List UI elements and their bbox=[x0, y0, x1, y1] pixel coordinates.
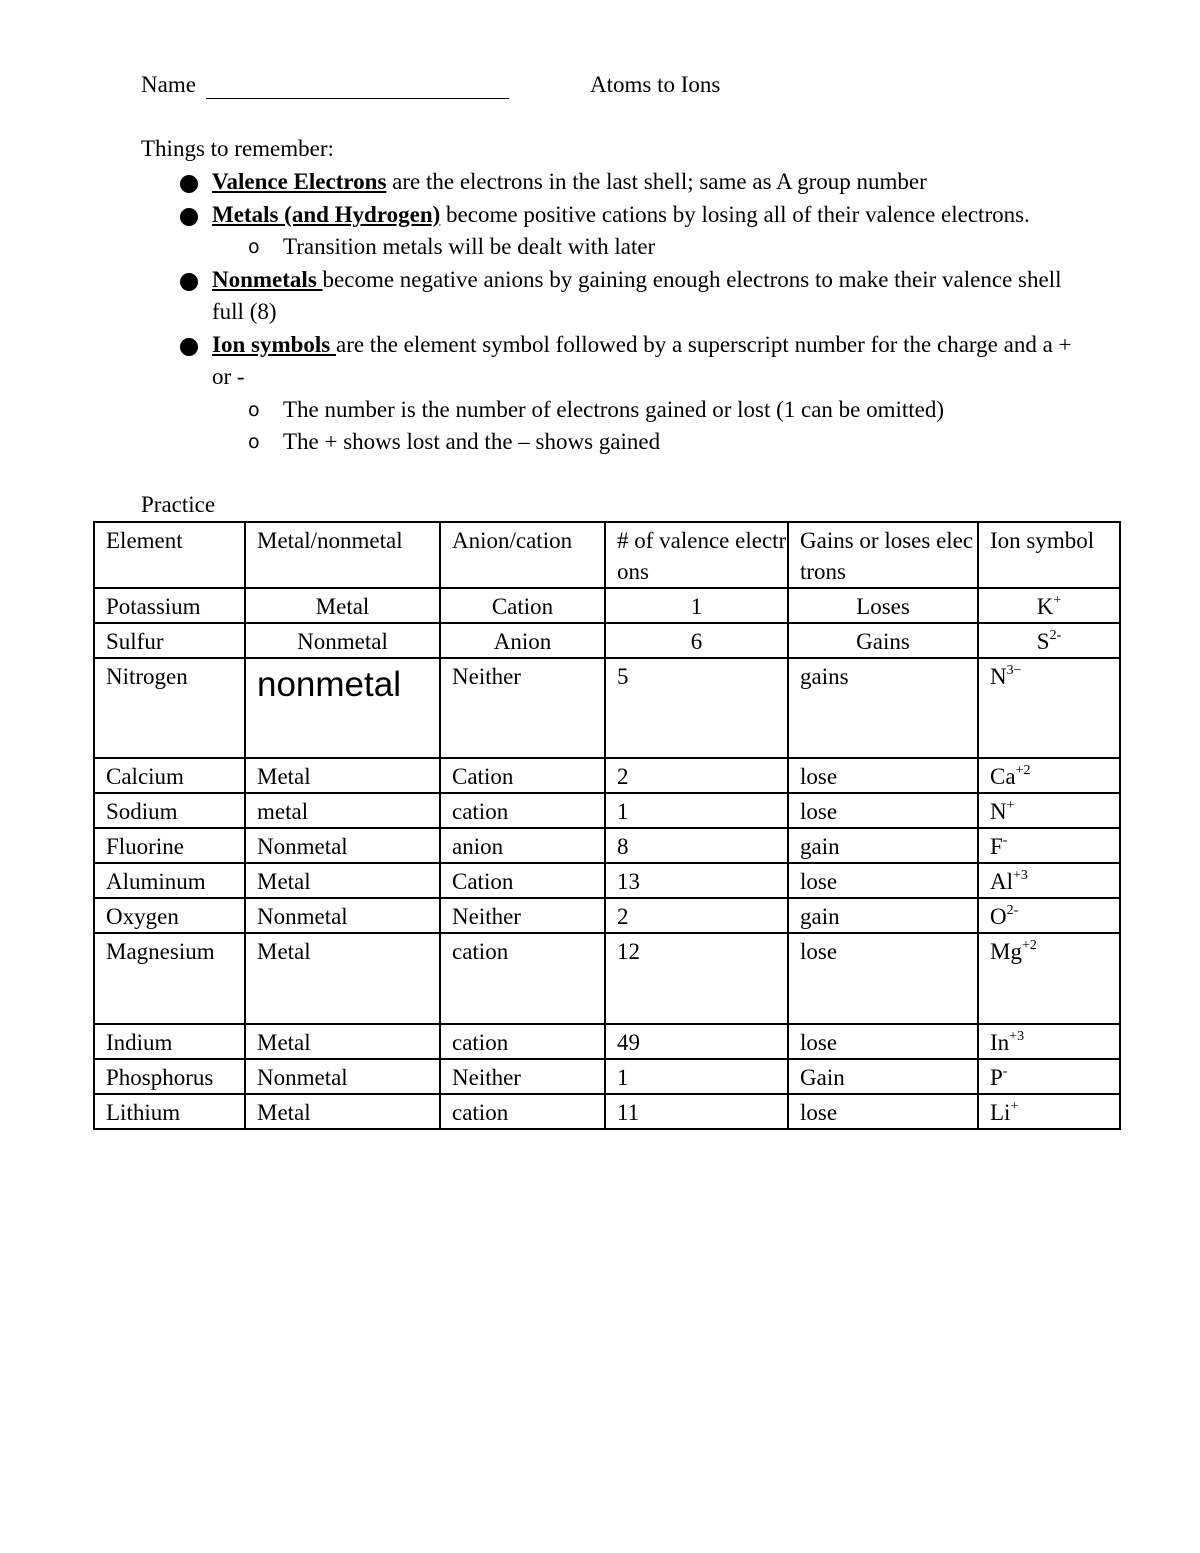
valence-cell[interactable]: 8 bbox=[605, 828, 788, 863]
ion-symbol: Ca bbox=[990, 764, 1016, 789]
gain-lose-cell[interactable]: Loses bbox=[788, 588, 978, 623]
table-row bbox=[94, 623, 1120, 658]
bullet-icon bbox=[180, 338, 198, 356]
sub-list-item bbox=[170, 426, 1090, 459]
sub-list-item bbox=[170, 394, 1090, 427]
ion-charge: + bbox=[1010, 1099, 1019, 1114]
description: Transition metals will be dealt with later bbox=[283, 234, 656, 259]
ion-charge: +2 bbox=[1015, 763, 1031, 778]
ion-charge: +3 bbox=[1013, 868, 1028, 883]
type-value: nonmetal bbox=[257, 665, 401, 704]
table-row bbox=[94, 1059, 1120, 1094]
element-cell[interactable]: Sulfur bbox=[94, 623, 245, 658]
description: are the element symbol followed by a superscript number for the charge and a + or - bbox=[212, 331, 1072, 389]
ion-symbol: Mg bbox=[990, 939, 1022, 964]
ion-kind-cell[interactable]: Cation bbox=[440, 863, 605, 898]
gain-lose-cell[interactable]: gains bbox=[788, 658, 978, 758]
ion-symbol: Al bbox=[990, 869, 1013, 894]
column-header: Gains or loses electrons bbox=[788, 522, 978, 588]
circle-bullet-icon: o bbox=[248, 398, 260, 421]
circle-bullet-icon: o bbox=[248, 236, 260, 258]
name-label: Name bbox=[141, 72, 196, 97]
term: Valence Electrons bbox=[212, 169, 387, 194]
type-cell[interactable]: Metal bbox=[245, 758, 440, 793]
gain-lose-cell[interactable]: gain bbox=[788, 828, 978, 863]
ion-symbol: N bbox=[990, 664, 1007, 689]
ion-symbol-cell[interactable] bbox=[978, 898, 1120, 933]
ion-kind-cell[interactable]: anion bbox=[440, 828, 605, 863]
element-cell[interactable]: Nitrogen bbox=[94, 658, 245, 758]
gain-lose-cell[interactable]: lose bbox=[788, 1094, 978, 1129]
ion-kind-cell[interactable]: cation bbox=[440, 793, 605, 828]
ion-charge: 3− bbox=[1006, 663, 1022, 678]
description: become negative anions by gaining enough electrons to make their valence shell full (8) bbox=[212, 266, 1062, 324]
list-item bbox=[170, 199, 1090, 232]
ion-symbol-cell[interactable] bbox=[978, 758, 1120, 793]
valence-cell[interactable]: 1 bbox=[605, 588, 788, 623]
ion-symbol-cell[interactable] bbox=[978, 793, 1120, 828]
ion-symbol: Li bbox=[990, 1100, 1011, 1125]
column-header: Ion symbol bbox=[978, 522, 1120, 588]
valence-cell[interactable]: 11 bbox=[605, 1094, 788, 1129]
description: The + shows lost and the – shows gained bbox=[283, 429, 661, 454]
ion-symbol-cell[interactable] bbox=[978, 1094, 1120, 1129]
header bbox=[141, 72, 1041, 104]
ion-symbol: S bbox=[1036, 629, 1050, 654]
type-cell[interactable]: Metal bbox=[245, 1094, 440, 1129]
ion-symbol-cell[interactable] bbox=[978, 828, 1120, 863]
element-cell[interactable]: Oxygen bbox=[94, 898, 245, 933]
ion-symbol: F bbox=[990, 834, 1003, 859]
description: become positive cations by losing all of their valence electrons. bbox=[440, 201, 1030, 227]
element-cell[interactable]: Indium bbox=[94, 1024, 245, 1059]
table-row bbox=[94, 1024, 1120, 1059]
table-row bbox=[94, 863, 1120, 898]
page-title: Atoms to Ions bbox=[590, 72, 721, 97]
table-header-row bbox=[94, 522, 1120, 588]
bullet-icon bbox=[180, 208, 198, 226]
list-item bbox=[170, 329, 1090, 394]
type-cell[interactable]: Metal bbox=[245, 863, 440, 898]
ion-symbol-cell[interactable] bbox=[978, 1024, 1120, 1059]
ion-symbol: O bbox=[990, 904, 1007, 929]
element-cell[interactable]: Phosphorus bbox=[94, 1059, 245, 1094]
gain-lose-cell[interactable]: Gains bbox=[788, 623, 978, 658]
type-cell[interactable]: Nonmetal bbox=[245, 898, 440, 933]
sub-list-item bbox=[170, 231, 1090, 264]
column-header: Element bbox=[94, 522, 245, 588]
element-cell[interactable]: Sodium bbox=[94, 793, 245, 828]
valence-cell[interactable]: 1 bbox=[605, 793, 788, 828]
gain-lose-cell[interactable]: lose bbox=[788, 793, 978, 828]
bullet-icon bbox=[180, 175, 198, 193]
ion-kind-cell[interactable]: Neither bbox=[440, 1059, 605, 1094]
ion-charge: - bbox=[1002, 833, 1008, 848]
ion-symbol-cell[interactable] bbox=[978, 658, 1120, 758]
ion-symbol: In bbox=[990, 1030, 1010, 1055]
table-row bbox=[94, 588, 1120, 623]
table-row bbox=[94, 898, 1120, 933]
ion-kind-cell[interactable]: Neither bbox=[440, 898, 605, 933]
gain-lose-cell[interactable]: gain bbox=[788, 898, 978, 933]
type-cell[interactable] bbox=[245, 658, 440, 758]
ion-symbol-cell[interactable] bbox=[978, 1059, 1120, 1094]
ion-kind-cell[interactable]: Anion bbox=[440, 623, 605, 658]
ion-kind-cell[interactable]: cation bbox=[440, 1094, 605, 1129]
valence-cell[interactable]: 49 bbox=[605, 1024, 788, 1059]
ion-symbol: K bbox=[1036, 594, 1054, 619]
gain-lose-cell[interactable]: lose bbox=[788, 758, 978, 793]
gain-lose-cell[interactable]: Gain bbox=[788, 1059, 978, 1094]
type-cell[interactable]: Nonmetal bbox=[245, 623, 440, 658]
table-row bbox=[94, 758, 1120, 793]
element-cell[interactable]: Fluorine bbox=[94, 828, 245, 863]
gain-lose-cell[interactable]: lose bbox=[788, 933, 978, 1024]
valence-cell[interactable]: 13 bbox=[605, 863, 788, 898]
table-row bbox=[94, 828, 1120, 863]
description: are the electrons in the last shell; same as A group number bbox=[386, 169, 927, 194]
valence-cell[interactable]: 12 bbox=[605, 933, 788, 1024]
ion-kind-cell[interactable]: Neither bbox=[440, 658, 605, 758]
ion-symbol: P bbox=[990, 1065, 1003, 1090]
table-row bbox=[94, 933, 1120, 1024]
element-cell[interactable]: Lithium bbox=[94, 1094, 245, 1129]
ion-charge: 2- bbox=[1049, 628, 1062, 643]
term: Metals (and Hydrogen) bbox=[212, 201, 441, 227]
table-row bbox=[94, 793, 1120, 828]
name-blank-line[interactable] bbox=[206, 98, 509, 99]
table-row bbox=[94, 658, 1120, 758]
gain-lose-cell[interactable]: lose bbox=[788, 1024, 978, 1059]
type-cell[interactable]: Nonmetal bbox=[245, 1059, 440, 1094]
ion-charge: +3 bbox=[1009, 1029, 1025, 1044]
bullet-icon bbox=[180, 273, 198, 291]
column-header: Metal/nonmetal bbox=[245, 522, 440, 588]
type-cell[interactable]: metal bbox=[245, 793, 440, 828]
element-cell[interactable]: Aluminum bbox=[94, 863, 245, 898]
table-row bbox=[94, 1094, 1120, 1129]
ion-kind-cell[interactable]: Cation bbox=[440, 758, 605, 793]
column-header: # of valence electrons bbox=[605, 522, 788, 588]
ion-charge: + bbox=[1006, 798, 1015, 813]
term: Ion symbols bbox=[212, 331, 336, 357]
valence-cell[interactable]: 2 bbox=[605, 758, 788, 793]
description: The number is the number of electrons gained or lost (1 can be omitted) bbox=[283, 396, 945, 422]
valence-cell[interactable]: 5 bbox=[605, 658, 788, 758]
element-cell[interactable]: Calcium bbox=[94, 758, 245, 793]
element-cell[interactable]: Potassium bbox=[94, 588, 245, 623]
list-item bbox=[170, 264, 1090, 329]
ion-kind-cell[interactable]: cation bbox=[440, 933, 605, 1024]
valence-cell[interactable]: 1 bbox=[605, 1059, 788, 1094]
remember-list bbox=[170, 166, 1090, 459]
practice-table bbox=[93, 521, 1121, 1130]
column-header: Anion/cation bbox=[440, 522, 605, 588]
list-item bbox=[170, 166, 1090, 199]
ion-charge: 2- bbox=[1006, 903, 1019, 918]
ion-symbol: N bbox=[990, 799, 1007, 824]
ion-charge: +2 bbox=[1021, 938, 1037, 953]
practice-label: Practice bbox=[141, 492, 216, 517]
ion-symbol-cell[interactable] bbox=[978, 933, 1120, 1024]
type-cell[interactable]: Metal bbox=[245, 588, 440, 623]
type-cell[interactable]: Metal bbox=[245, 1024, 440, 1059]
ion-symbol-cell[interactable] bbox=[978, 863, 1120, 898]
ion-symbol-cell[interactable] bbox=[978, 623, 1120, 658]
type-cell[interactable]: Nonmetal bbox=[245, 828, 440, 863]
ion-kind-cell[interactable]: Cation bbox=[440, 588, 605, 623]
ion-symbol-cell[interactable] bbox=[978, 588, 1120, 623]
valence-cell[interactable]: 6 bbox=[605, 623, 788, 658]
circle-bullet-icon: o bbox=[248, 431, 260, 453]
valence-cell[interactable]: 2 bbox=[605, 898, 788, 933]
element-cell[interactable]: Magnesium bbox=[94, 933, 245, 1024]
term: Nonmetals bbox=[212, 266, 323, 292]
type-cell[interactable]: Metal bbox=[245, 933, 440, 1024]
ion-kind-cell[interactable]: cation bbox=[440, 1024, 605, 1059]
remember-heading: Things to remember: bbox=[141, 136, 334, 161]
ion-charge: - bbox=[1002, 1064, 1008, 1079]
gain-lose-cell[interactable]: lose bbox=[788, 863, 978, 898]
ion-charge: + bbox=[1053, 593, 1062, 608]
